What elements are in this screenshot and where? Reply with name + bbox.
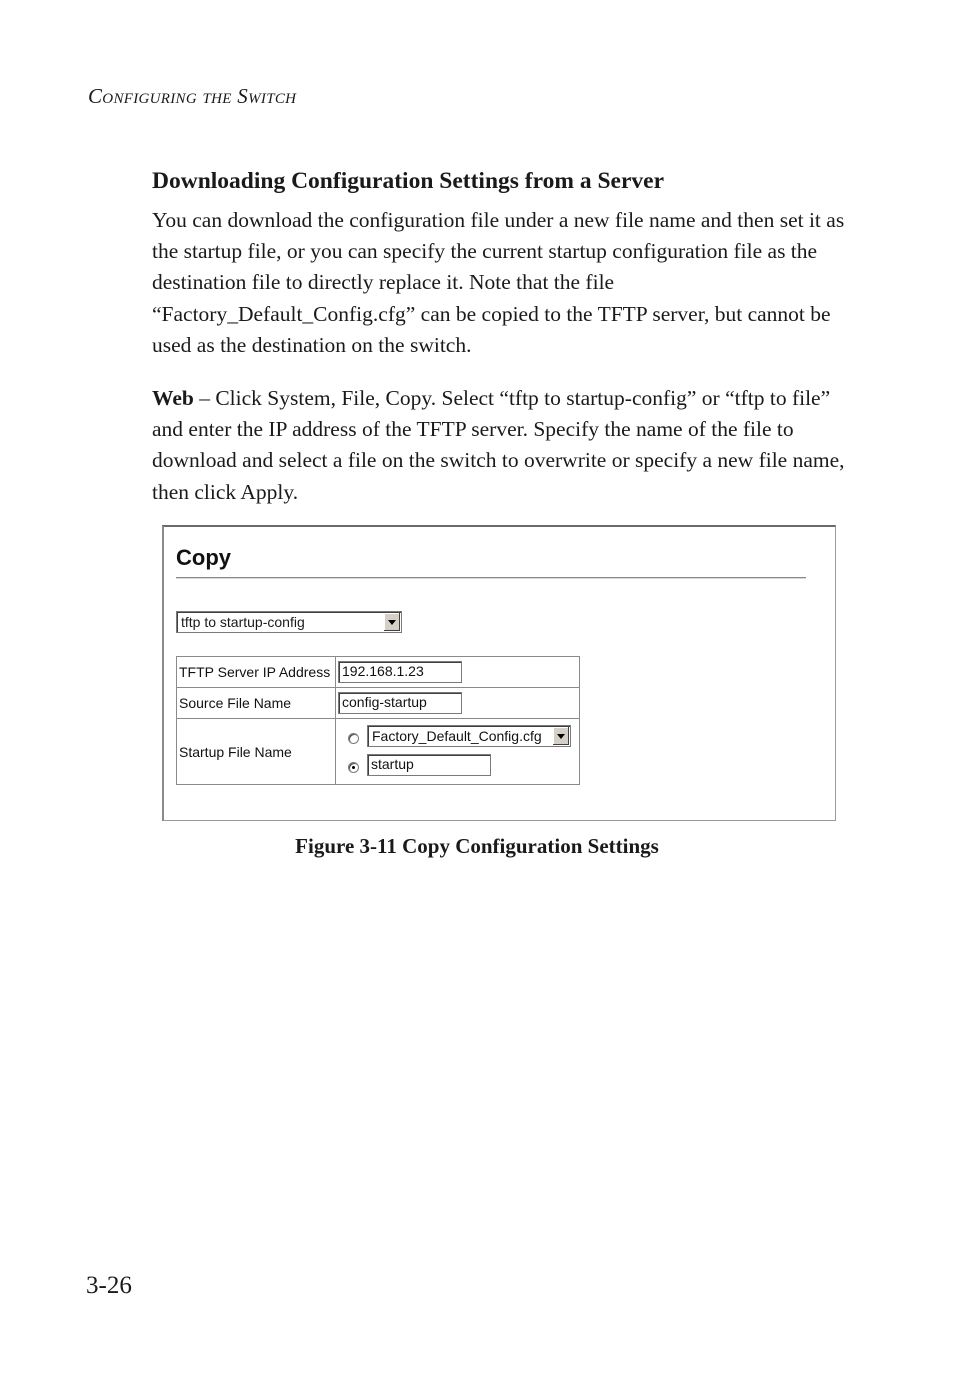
chevron-down-icon[interactable] bbox=[383, 613, 400, 631]
chevron-down-icon[interactable] bbox=[552, 727, 569, 745]
copy-mode-select[interactable] bbox=[176, 611, 402, 633]
startup-file-select[interactable] bbox=[367, 725, 571, 747]
body-paragraph-1: You can download the configuration file under a new file name and then set it as the startup file, or you can specify the current startup configuration file as the destination file to directly replace it. Note that the file “Factory_Default_Config.cfg” can be copied to the TFTP server, but cannot be used as the destination on the switch. bbox=[152, 208, 845, 357]
source-file-label: Source File Name bbox=[177, 688, 336, 719]
copy-screenshot bbox=[162, 525, 836, 821]
page-number: 3-26 bbox=[86, 1272, 132, 1299]
copy-form-table bbox=[176, 656, 580, 785]
startup-file-label: Startup File Name bbox=[177, 719, 336, 784]
web-instructions: – Click System, File, Copy. Select “tftp to startup-config” or “tftp to file” and enter the IP address of the TFTP server. Specify the name of the file to download and select a file on the switch to overwrite or specify a new file name, then click Apply. bbox=[152, 386, 845, 504]
copy-mode-value: tftp to startup-config bbox=[181, 614, 305, 630]
existing-file-radio[interactable] bbox=[348, 733, 359, 744]
web-lead: Web bbox=[152, 386, 194, 410]
source-file-input[interactable]: config-startup bbox=[338, 692, 462, 714]
startup-file-select-value: Factory_Default_Config.cfg bbox=[372, 728, 542, 744]
server-ip-label: TFTP Server IP Address bbox=[177, 657, 336, 688]
source-file-cell bbox=[336, 688, 579, 719]
server-ip-cell bbox=[336, 657, 579, 688]
new-startup-file-input[interactable]: startup bbox=[367, 754, 491, 776]
startup-file-cell bbox=[336, 719, 579, 784]
title-divider bbox=[176, 577, 806, 579]
server-ip-input[interactable]: 192.168.1.23 bbox=[338, 661, 462, 683]
copy-page-title: Copy bbox=[176, 545, 231, 570]
running-head: Configuring the Switch bbox=[88, 84, 297, 108]
body-paragraph-2 bbox=[152, 383, 852, 508]
section-title: Downloading Configuration Settings from a Server bbox=[152, 168, 664, 194]
new-file-radio[interactable] bbox=[348, 762, 359, 773]
figure-caption: Figure 3-11 Copy Configuration Settings bbox=[295, 834, 659, 858]
